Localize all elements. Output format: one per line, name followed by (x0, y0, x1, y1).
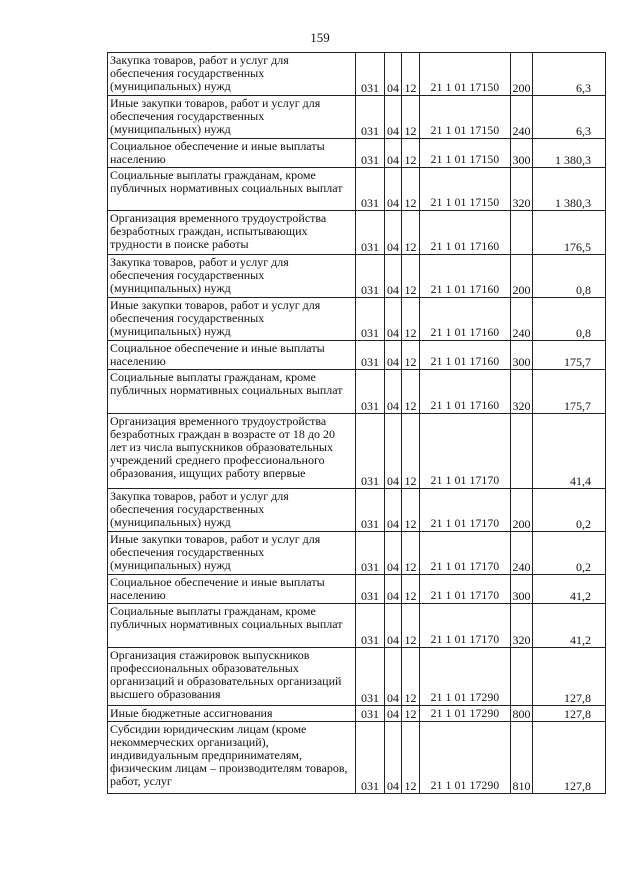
row-target-article: 21 1 01 17160 (420, 255, 511, 298)
row-grbs: 031 (356, 139, 385, 168)
row-expense-type: 300 (511, 139, 533, 168)
row-section: 04 (385, 255, 402, 298)
table-row (108, 168, 606, 211)
table-row (108, 211, 606, 255)
row-target-article: 21 1 01 17150 (420, 96, 511, 139)
row-expense-type: 200 (511, 255, 533, 298)
row-section: 04 (385, 211, 402, 255)
row-name: Социальные выплаты гражданам, кроме публичных нормативных социальных выплат (108, 604, 356, 648)
row-name: Закупка товаров, работ и услуг для обеспечения государственных (муниципальных) нужд (108, 53, 356, 96)
row-subsection: 12 (402, 489, 420, 532)
row-section: 04 (385, 96, 402, 139)
row-expense-type: 300 (511, 341, 533, 370)
row-expense-type (511, 648, 533, 706)
row-subsection: 12 (402, 575, 420, 604)
row-grbs: 031 (356, 211, 385, 255)
table-row (108, 604, 606, 648)
row-section: 04 (385, 414, 402, 489)
row-grbs: 031 (356, 575, 385, 604)
row-expense-type: 810 (511, 722, 533, 794)
row-amount: 127,8 (533, 648, 606, 706)
row-name: Закупка товаров, работ и услуг для обеспечения государственных (муниципальных) нужд (108, 489, 356, 532)
row-grbs: 031 (356, 648, 385, 706)
row-target-article: 21 1 01 17170 (420, 414, 511, 489)
table-row (108, 414, 606, 489)
table-row (108, 139, 606, 168)
row-expense-type: 320 (511, 370, 533, 414)
row-section: 04 (385, 575, 402, 604)
row-subsection: 12 (402, 604, 420, 648)
row-subsection: 12 (402, 722, 420, 794)
row-expense-type (511, 414, 533, 489)
row-target-article: 21 1 01 17170 (420, 575, 511, 604)
row-section: 04 (385, 168, 402, 211)
row-section: 04 (385, 604, 402, 648)
row-subsection: 12 (402, 341, 420, 370)
row-expense-type: 320 (511, 604, 533, 648)
row-section: 04 (385, 648, 402, 706)
row-target-article: 21 1 01 17150 (420, 168, 511, 211)
row-name: Иные закупки товаров, работ и услуг для обеспечения государственных (муниципальных) нужд (108, 298, 356, 341)
page-number: 159 (310, 30, 330, 45)
budget-table (107, 52, 606, 794)
row-expense-type: 240 (511, 96, 533, 139)
table-row (108, 648, 606, 706)
row-grbs: 031 (356, 341, 385, 370)
row-section: 04 (385, 532, 402, 575)
row-grbs: 031 (356, 489, 385, 532)
row-amount: 1 380,3 (533, 139, 606, 168)
row-expense-type: 300 (511, 575, 533, 604)
row-target-article: 21 1 01 17170 (420, 532, 511, 575)
row-target-article: 21 1 01 17160 (420, 211, 511, 255)
row-subsection: 12 (402, 96, 420, 139)
row-name: Социальные выплаты гражданам, кроме публичных нормативных социальных выплат (108, 168, 356, 211)
row-amount: 6,3 (533, 53, 606, 96)
row-grbs: 031 (356, 706, 385, 722)
row-subsection: 12 (402, 53, 420, 96)
row-amount: 175,7 (533, 370, 606, 414)
row-expense-type (511, 211, 533, 255)
row-target-article: 21 1 01 17160 (420, 341, 511, 370)
table-row (108, 370, 606, 414)
row-amount: 0,8 (533, 255, 606, 298)
row-grbs: 031 (356, 414, 385, 489)
row-expense-type: 200 (511, 53, 533, 96)
row-section: 04 (385, 341, 402, 370)
row-name: Социальное обеспечение и иные выплаты населению (108, 139, 356, 168)
row-grbs: 031 (356, 722, 385, 794)
row-section: 04 (385, 489, 402, 532)
row-amount: 127,8 (533, 722, 606, 794)
row-amount: 176,5 (533, 211, 606, 255)
row-expense-type: 320 (511, 168, 533, 211)
row-amount: 0,2 (533, 489, 606, 532)
table-row (108, 255, 606, 298)
row-name: Закупка товаров, работ и услуг для обеспечения государственных (муниципальных) нужд (108, 255, 356, 298)
row-subsection: 12 (402, 139, 420, 168)
row-grbs: 031 (356, 168, 385, 211)
table-row (108, 96, 606, 139)
table-row (108, 489, 606, 532)
row-amount: 41,2 (533, 575, 606, 604)
row-name: Иные закупки товаров, работ и услуг для обеспечения государственных (муниципальных) нужд (108, 96, 356, 139)
row-amount: 127,8 (533, 706, 606, 722)
row-grbs: 031 (356, 298, 385, 341)
row-subsection: 12 (402, 532, 420, 575)
row-expense-type: 800 (512, 707, 531, 721)
row-name: Иные бюджетные ассигнования (108, 706, 356, 722)
row-subsection: 12 (402, 211, 420, 255)
row-section: 04 (385, 53, 402, 96)
row-subsection: 12 (402, 168, 420, 211)
row-subsection: 12 (402, 414, 420, 489)
row-grbs: 031 (356, 532, 385, 575)
row-grbs: 031 (356, 96, 385, 139)
row-target-article: 21 1 01 17150 (420, 53, 511, 96)
row-subsection: 12 (402, 255, 420, 298)
row-target-article: 21 1 01 17150 (420, 139, 511, 168)
row-section: 04 (385, 139, 402, 168)
row-target-article: 21 1 01 17290 (420, 706, 511, 722)
row-grbs: 031 (356, 53, 385, 96)
row-target-article: 21 1 01 17290 (420, 722, 511, 794)
row-subsection: 12 (402, 648, 420, 706)
row-amount: 175,7 (533, 341, 606, 370)
row-expense-type: 200 (511, 489, 533, 532)
row-section: 04 (385, 706, 402, 722)
table-row (108, 722, 606, 794)
row-grbs: 031 (356, 255, 385, 298)
row-grbs: 031 (356, 370, 385, 414)
row-name: Социальные выплаты гражданам, кроме публичных нормативных социальных выплат (108, 370, 356, 414)
row-target-article: 21 1 01 17170 (420, 489, 511, 532)
row-target-article: 21 1 01 17160 (420, 370, 511, 414)
row-target-article: 21 1 01 17170 (420, 604, 511, 648)
row-section: 04 (385, 370, 402, 414)
row-expense-type: 240 (511, 298, 533, 341)
row-name: Иные закупки товаров, работ и услуг для обеспечения государственных (муниципальных) нужд (108, 532, 356, 575)
row-section: 04 (385, 722, 402, 794)
row-name: Субсидии юридическим лицам (кроме некоммерческих организаций), индивидуальным предпринимателям, физическим лицам – производителям товаров, работ, услуг (108, 722, 356, 794)
row-target-article: 21 1 01 17290 (420, 648, 511, 706)
row-grbs: 031 (356, 604, 385, 648)
table-row (108, 341, 606, 370)
row-name: Социальное обеспечение и иные выплаты населению (108, 575, 356, 604)
row-name: Организация временного трудоустройства безработных граждан в возрасте от 18 до 20 лет из числа выпускников образовательных учреждений среднего профессионального образования, ищущих работу впервые (108, 414, 356, 489)
row-expense-type: 240 (511, 532, 533, 575)
row-amount: 41,2 (533, 604, 606, 648)
table-row (108, 532, 606, 575)
row-amount: 0,2 (533, 532, 606, 575)
table-row (108, 575, 606, 604)
row-subsection: 12 (402, 706, 420, 722)
row-amount: 41,4 (533, 414, 606, 489)
row-target-article: 21 1 01 17160 (420, 298, 511, 341)
row-name: Организация стажировок выпускников профессиональных образовательных организаций и образовательных организаций высшего образования (108, 648, 356, 706)
table-row (108, 53, 606, 96)
row-section: 04 (385, 298, 402, 341)
row-subsection: 12 (402, 370, 420, 414)
row-name: Социальное обеспечение и иные выплаты населению (108, 341, 356, 370)
row-name: Организация временного трудоустройства безработных граждан, испытывающих трудности в поиске работы (108, 211, 356, 255)
row-subsection: 12 (402, 298, 420, 341)
row-amount: 1 380,3 (533, 168, 606, 211)
row-amount: 6,3 (533, 96, 606, 139)
row-amount: 0,8 (533, 298, 606, 341)
table-row (108, 706, 606, 722)
table-row (108, 298, 606, 341)
